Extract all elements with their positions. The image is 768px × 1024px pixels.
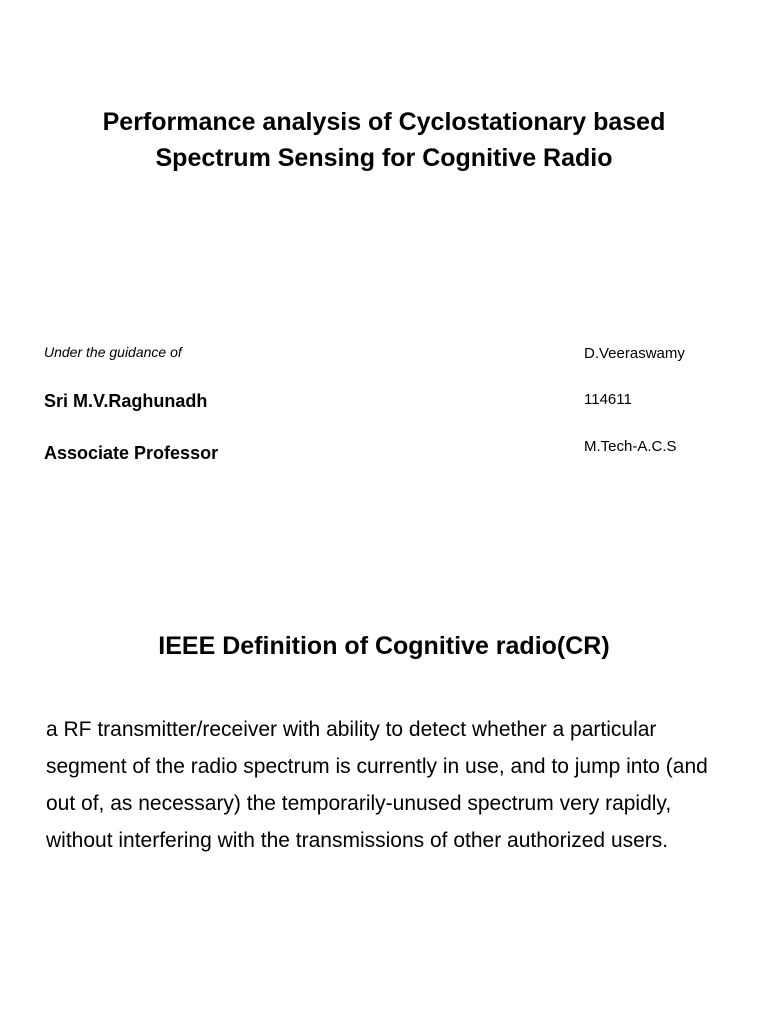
guide-name: Sri M.V.Raghunadh — [44, 391, 208, 411]
student-name: D.Veeraswamy — [584, 345, 685, 362]
definition-body: a RF transmitter/receiver with ability to detect whether a particular segment of the radio spectrum is currently in use, and to jump into (and out of, as necessary) the temporarily-unused spectrum very rapidly, without interfering with the transmissions of other authorized users. — [46, 718, 708, 852]
student-roll-number: 114611 — [584, 391, 632, 408]
student-course: M.Tech-A.C.S — [584, 438, 677, 455]
definition-title: IEEE Definition of Cognitive radio(CR) — [158, 632, 610, 660]
guide-designation: Associate Professor — [44, 443, 219, 463]
presentation-title: Performance analysis of Cyclostationary based Spectrum Sensing for Cognitive Radio — [102, 108, 666, 172]
guidance-intro-label: Under the guidance of — [44, 344, 182, 360]
definition-slide — [0, 512, 768, 1024]
